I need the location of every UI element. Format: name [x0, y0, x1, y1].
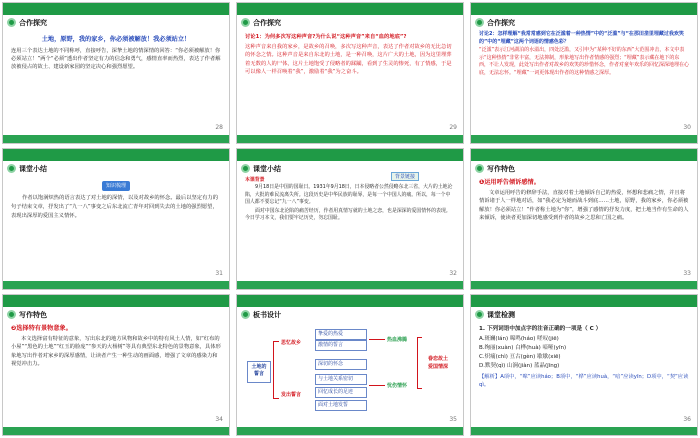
slide-top-band: [3, 295, 229, 307]
board-branch: 思忆故乡: [281, 340, 302, 346]
heading-dot-icon: [241, 18, 250, 27]
slide-number: 30: [683, 124, 691, 131]
heading-text: 写作特色: [487, 164, 515, 173]
quiz-option: C.炽痛(chì) 亘古(gèn) 歇歇(xiē): [479, 354, 561, 361]
quiz-option: D.默契(qì) 山涧(jiàn) 蓝晶(jīng): [479, 363, 560, 370]
slide-top-band: [3, 149, 229, 161]
slide-paragraph: 作者以饱满炽热的语言表达了对土地的深情，以及对故乡的怀念。最后以坚定有力的句子结束文章，抒发出了“九一八”事变之后东北流亡青年对回到失去的土地的强烈愿望，表现出深厚的爱国主义情怀。: [11, 195, 218, 220]
feature-point: ❷选择特有景物意象。: [11, 325, 72, 332]
board-node: 激情的誓言: [315, 340, 367, 351]
slide-heading: [241, 308, 281, 321]
board-bracket: [273, 341, 279, 399]
slide-top-band: [3, 3, 229, 15]
slide-number: 35: [449, 416, 457, 423]
quiz-option: A.斑斓(lán) 嗥鸣(háo) 嗟叹(jiē): [479, 336, 559, 343]
slide-heading: [241, 16, 281, 29]
board-root: 土地的誓言: [247, 361, 271, 383]
slide-top-band: [471, 3, 697, 15]
discussion-question: 讨论2：怎样理解“我常常感到它在泛滥着一种热情”中的“泛滥”与“在那田垄里埋藏过我欢笑的”中的“埋藏”这两个词语的情感色彩？: [479, 31, 684, 45]
slide-body: [245, 33, 455, 76]
slide-body: [11, 181, 221, 221]
slide-paragraph: 本文选择富有特征的意象，写出东北的地方风物和故乡中的特有风土人情，如“红布的小屋”“黑色的土地”“红玉的脸庞”“参天的大杨树”等具有典型东北特色的景物意象，具体形象地写出作者对家乡的深厚感情，让读者产生一种生动的画面感，增强了文章的感染力和视觉冲击力。: [11, 336, 221, 367]
slide-body: [245, 177, 455, 222]
board-node: 与土地关系密切: [315, 374, 367, 385]
slide-number: 28: [215, 124, 223, 131]
heading-text: 写作特色: [19, 310, 47, 319]
board-node: 回忆成长的足迹: [315, 387, 367, 398]
slide-footer: [3, 135, 229, 143]
slide-thumbnail[interactable]: [470, 148, 698, 290]
slide-paragraph: 面对中国东北沦陷的痛苦经历，作者用真情写就的土地之恋，也是深深的爱国情怀的表现。今日学习本文，我们要牢记历史，勿忘国耻。: [245, 207, 451, 222]
heading-dot-icon: [7, 18, 16, 27]
section-tag: 背景链接: [391, 172, 419, 181]
slide-body: [479, 31, 689, 78]
quiz-explanation: 【解析】A项中，“嗥”应读háo；B项中，“桦”应读huà，“喑”应读yīn；D项中，“契”应读qì。: [479, 374, 689, 389]
slide-footer: [471, 427, 697, 435]
slide-footer: [237, 281, 463, 289]
slide-heading: [7, 16, 47, 29]
slide-body: [11, 325, 221, 368]
slide-thumbnail[interactable]: [2, 294, 230, 436]
slide-number: 31: [215, 270, 223, 277]
slide-top-band: [237, 295, 463, 307]
board-result: 忧伤情怀: [387, 383, 408, 389]
slide-footer: [471, 135, 697, 143]
board-node: 深切的怀念: [315, 359, 367, 370]
slide-thumbnail[interactable]: [470, 294, 698, 436]
slide-thumbnail[interactable]: [236, 2, 464, 144]
slide-footer: [3, 281, 229, 289]
slide-heading: [7, 162, 47, 175]
slide-number: 36: [683, 416, 691, 423]
slide-top-band: [471, 149, 697, 161]
slide-paragraph: 文章运用呼告的修辞手法，直接对着土地倾诉自己的热爱，怀想和悲痛之情，并且将情诉诸于人一样地对话，如“我必定为她而战斗到底……土地，原野，我的家乡，你必须被解放！你必须站立！”作者称土地为“你”，增强了感情的抒发力度，把土地当作有生命的人来倾诉，使读者更加深切地感受到作者的故乡之思和亡国之痛。: [479, 190, 689, 221]
heading-text: 板书设计: [253, 310, 281, 319]
discussion-answer: 这种声音来自我的家乡，是故乡的召唤，多次写这种声音，表达了作者对故乡的无比急切的怀念之情。这种声音是来自东北的土地，是一种召唤，这片广大的土地，因为这里埋葬着无数的人的尸体，这片土地饱受了侵略者的蹂躏，看到了生灵的惨死，有了情感，于是可以像人一样召唤着“我”，激励着“我”为之奋斗。: [245, 44, 452, 75]
slide-paragraph: 9月18日是中国的国耻日。1931年9月18日，日本侵略者公然侵略东北三省，大片的土地沦陷，大批的难民流离失所。这段历史是中华民族的耻辱，是每一个中国人的痛。所以，每一个中国人都不要忘记“九一八”事变。: [245, 184, 453, 206]
heading-text: 合作探究: [253, 18, 281, 27]
heading-text: 合作探究: [487, 18, 515, 27]
slide-body: [11, 35, 221, 72]
heading-dot-icon: [475, 310, 484, 319]
heading-text: 课堂小结: [253, 164, 281, 173]
slide-heading: [475, 16, 515, 29]
background-label: 本课背景: [245, 177, 265, 183]
slide-footer: [237, 135, 463, 143]
board-result: 热血沸腾: [387, 337, 408, 343]
slide-thumbnail[interactable]: [470, 2, 698, 144]
board-node: 挚爱的热爱: [315, 329, 367, 340]
discussion-answer: “泛滥”表示江河湖泊的水溢出，四处泛滥，又引申为“某种不好的东西”大范围冲击，本文中表示“这种热情”非常丰富，无法抑制，形象地写出作者情感的强烈；“埋藏”表示藏在地下的东西，不让人发现，此处写出作者对故乡的欢笑的珍惜怀念，作者对童年欢乐的回忆深深地埋在心底，无法忘怀。“埋藏”一词更体现出作者的这种情感之深厚。: [479, 47, 690, 76]
slide-paragraph: 连用三个表达土地的不同称呼，直接呼告，深挚土地的情深情的回答：“你必须被解放！你必须站立！”两个“必须”透出作者坚定有力的信念和勇气，感情直率而热烈，表达了作者解放被侵占的故土、建设新家园的坚定决心和强烈愿望。: [11, 48, 221, 71]
quiz-option: B.绚丽(xuàn) 白桦(huà) 喑哑(yīn): [479, 345, 567, 352]
heading-dot-icon: [475, 18, 484, 27]
heading-dot-icon: [241, 310, 250, 319]
feature-point: ❶运用呼告倾诉感情。: [479, 179, 540, 186]
heading-dot-icon: [7, 164, 16, 173]
feature-point-text: 运用呼告倾诉感情。: [484, 179, 540, 186]
board-node: 面对土地发誓: [315, 400, 367, 411]
heading-text: 课堂检测: [487, 310, 515, 319]
slide-title: 土地，原野，我的家乡，你必须被解放！我必须站立！: [41, 36, 191, 43]
slide-body: [479, 325, 689, 390]
quiz-question: 1. 下列词语中加点字的注音正确的一项是（ C ）: [479, 326, 602, 332]
board-diagram: [247, 327, 453, 419]
heading-text: 课堂小结: [19, 164, 47, 173]
feature-point-text: 选择特有景物意象。: [16, 325, 72, 332]
slide-heading: [475, 162, 515, 175]
slide-footer: [3, 427, 229, 435]
board-conclusion: 眷恋故土 爱国情深: [427, 356, 448, 370]
slide-number: 33: [683, 270, 691, 277]
discussion-question: 讨论1：为何多次写这种声音?为什么说“这种声音”来自“血的地底”?: [245, 34, 407, 40]
heading-dot-icon: [7, 310, 16, 319]
board-bracket: [417, 337, 422, 389]
heading-text: 合作探究: [19, 18, 47, 27]
slide-top-band: [237, 149, 463, 161]
slide-heading: [7, 308, 47, 321]
board-arrow: [369, 385, 385, 386]
heading-dot-icon: [475, 164, 484, 173]
slide-footer: [471, 281, 697, 289]
slide-thumbnail[interactable]: [2, 148, 230, 290]
slide-thumbnail[interactable]: [236, 148, 464, 290]
slide-number: 34: [215, 416, 223, 423]
slide-number: 29: [449, 124, 457, 131]
heading-dot-icon: [241, 164, 250, 173]
slide-thumbnail[interactable]: [236, 294, 464, 436]
slide-heading: [241, 162, 281, 175]
slide-body: [479, 179, 689, 222]
slide-heading: [475, 308, 515, 321]
slide-top-band: [237, 3, 463, 15]
board-arrow: [369, 339, 385, 340]
slide-footer: [237, 427, 463, 435]
slide-top-band: [471, 295, 697, 307]
slide-number: 32: [449, 270, 457, 277]
section-tag: 知识梳理: [102, 181, 130, 191]
board-branch: 发出誓言: [281, 392, 302, 398]
slide-thumbnail[interactable]: [2, 2, 230, 144]
